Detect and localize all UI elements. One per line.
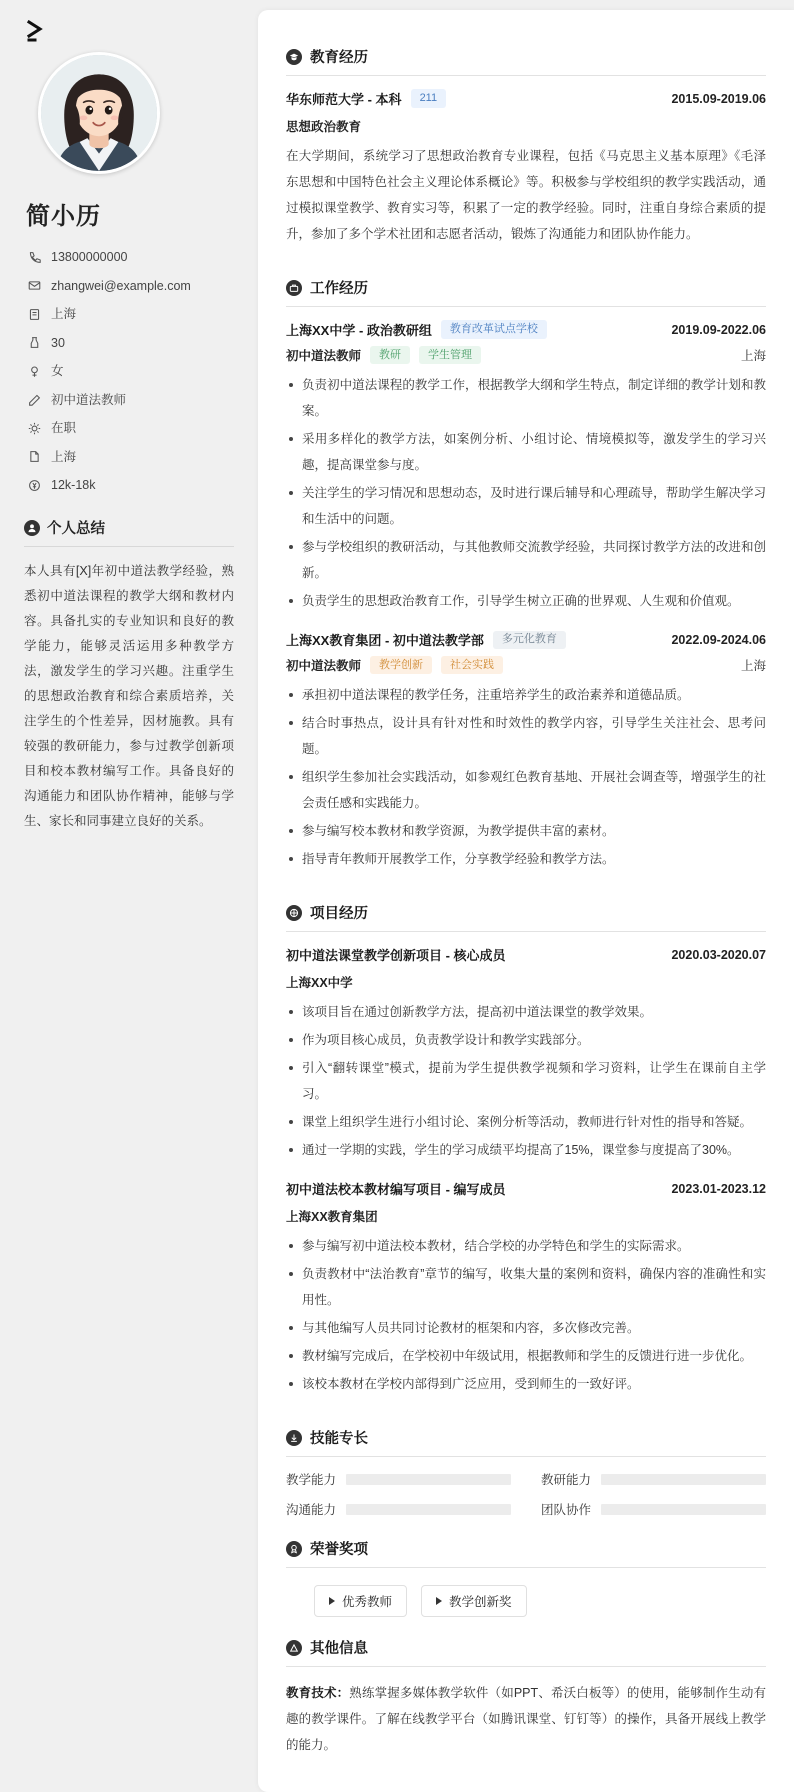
section-heading — [286, 1623, 766, 1666]
job-title: 初中道法教师 — [286, 659, 362, 674]
project-org: 上海XX中学 — [286, 976, 353, 991]
list-item: 负责教材中“法治教育”章节的编写，收集大量的案例和资料，确保内容的准确性和实用性。 — [286, 1261, 766, 1313]
list-item: 与其他编写人员共同讨论教材的框架和内容，多次修改完善。 — [286, 1315, 766, 1341]
avatar-illustration-icon — [41, 55, 157, 171]
job-tag: 教学创新 — [370, 656, 432, 674]
contact-age — [26, 335, 234, 351]
award-item — [421, 1585, 527, 1617]
mail-icon — [26, 278, 43, 294]
section-heading — [286, 1413, 766, 1456]
skill-bar — [601, 1504, 766, 1515]
list-item: 采用多样化的教学方法，如案例分析、小组讨论、情境模拟等，激发学生的学习兴趣，提高课堂参与度。 — [286, 426, 766, 478]
project-org: 上海XX教育集团 — [286, 1210, 378, 1225]
contact-salary — [26, 477, 234, 493]
section-skills — [286, 1413, 766, 1518]
other-info-label: 教育技术： — [286, 1686, 350, 1701]
list-item: 作为项目核心成员，负责教学设计和教学实践部分。 — [286, 1027, 766, 1053]
school-name: 华东师范大学 - 本科 — [286, 92, 402, 107]
contact-phone — [26, 249, 234, 265]
summary-text: 本人具有[X]年初中道法教学经验，熟悉初中道法课程的教学大纲和教材内容。具备扎实的专业知识和良好的教学能力，能够灵活运用多种教学方法，激发学生的学习兴趣。注重学生的思想政治教育和综合素质培养，关注学生的个性差异，因材施教。具有较强的教研能力，参与过教学创新项目和校本教材编写工作。具备良好的沟通能力和团队协作精神，能够与学生、家长和同事建立良好的关系。 — [24, 564, 234, 828]
phone-icon — [26, 249, 43, 265]
project-bullets — [286, 999, 766, 1163]
section-education — [286, 32, 766, 247]
contact-value: 30 — [51, 335, 65, 350]
education-date: 2015.09-2019.06 — [671, 91, 766, 106]
project-name: 初中道法校本教材编写项目 - 编写成员 — [286, 1182, 506, 1198]
list-item: 通过一学期的实践，学生的学习成绩平均提高了15%，课堂参与度提高了30%。 — [286, 1137, 766, 1163]
skill-label: 教研能力 — [541, 1473, 592, 1488]
skill-label: 教学能力 — [286, 1473, 337, 1488]
resume-main — [258, 10, 794, 1792]
section-title: 技能专长 — [310, 1431, 368, 1448]
section-other — [286, 1623, 766, 1758]
list-item: 组织学生参加社会实践活动，如参观红色教育基地、开展社会调查等，增强学生的社会责任感和实践能力。 — [286, 764, 766, 816]
list-item: 课堂上组织学生进行小组讨论、案例分析等活动，教师进行针对性的指导和答疑。 — [286, 1109, 766, 1135]
skill-row — [286, 1470, 511, 1488]
list-item: 该项目旨在通过创新教学方法，提高初中道法课堂的教学效果。 — [286, 999, 766, 1025]
award-item — [314, 1585, 407, 1617]
project-date: 2023.01-2023.12 — [671, 1181, 766, 1196]
divider — [286, 1567, 766, 1568]
section-heading — [286, 888, 766, 931]
resume-sidebar — [0, 10, 258, 1792]
section-projects — [286, 888, 766, 1397]
section-title: 工作经历 — [310, 281, 368, 297]
list-item: 引入“翻转课堂”模式，提前为学生提供教学视频和学习资料，让学生在课前自主学习。 — [286, 1055, 766, 1107]
award-label: 教学创新奖 — [449, 1595, 512, 1610]
list-item: 负责学生的思想政治教育工作，引导学生树立正确的世界观、人生观和价值观。 — [286, 588, 766, 614]
list-item: 参与学校组织的教研活动，与其他教师交流教学经验，共同探讨教学方法的改进和创新。 — [286, 534, 766, 586]
contact-location — [26, 306, 234, 322]
work-date: 2019.09-2022.06 — [671, 322, 766, 337]
section-title: 教育经历 — [310, 50, 368, 66]
list-item: 负责初中道法课程的教学工作，根据教学大纲和学生特点，制定详细的教学计划和教案。 — [286, 372, 766, 424]
section-heading — [286, 32, 766, 75]
company-tag: 多元化教育 — [493, 631, 566, 649]
skill-label: 沟通能力 — [286, 1503, 337, 1518]
contact-value: 女 — [51, 364, 64, 378]
summary-heading — [24, 517, 234, 546]
skill-row — [541, 1500, 766, 1518]
project-icon — [286, 905, 302, 921]
work-location: 上海 — [740, 349, 766, 364]
age-icon — [26, 335, 43, 351]
contact-list — [26, 249, 234, 493]
list-item: 指导青年教师开展教学工作，分享教学经验和教学方法。 — [286, 846, 766, 872]
skill-bar — [346, 1504, 511, 1515]
contact-job — [26, 392, 234, 408]
divider — [24, 546, 234, 547]
section-awards — [286, 1524, 766, 1619]
avatar — [38, 52, 160, 174]
contact-city — [26, 449, 234, 465]
other-info-icon — [286, 1640, 302, 1656]
list-item: 关注学生的学习情况和思想动态，及时进行课后辅导和心理疏导，帮助学生解决学习和生活中的问题。 — [286, 480, 766, 532]
work-bullets — [286, 372, 766, 614]
work-entry — [286, 320, 766, 614]
school-tag: 211 — [411, 89, 447, 107]
summary-section — [24, 517, 234, 834]
project-entry — [286, 945, 766, 1163]
job-tag: 社会实践 — [441, 656, 503, 674]
section-heading — [286, 263, 766, 306]
awards-list — [286, 1581, 766, 1619]
list-item: 承担初中道法课程的教学任务，注重培养学生的政治素养和道德品质。 — [286, 682, 766, 708]
project-date: 2020.03-2020.07 — [671, 947, 766, 962]
divider — [286, 1456, 766, 1457]
major-name: 思想政治教育 — [286, 120, 362, 134]
gender-icon — [26, 363, 43, 379]
job-tag: 教研 — [370, 346, 410, 364]
work-date: 2022.09-2024.06 — [671, 632, 766, 647]
contact-value: 上海 — [51, 307, 77, 321]
play-triangle-icon — [436, 1597, 442, 1605]
work-bullets — [286, 682, 766, 872]
education-description: 在大学期间，系统学习了思想政治教育专业课程，包括《马克思主义基本原理》《毛泽东思想和中国特色社会主义理论体系概论》等。积极参与学校组织的教学实践活动，通过模拟课堂教学、教育实习等，积累了一定的教学经验。同时，注重自身综合素质的提升，参加了多个学术社团和志愿者活动，锻炼了沟通能力和团队协作能力。 — [286, 149, 766, 241]
other-info-line — [286, 1680, 766, 1758]
contact-value: 在职 — [51, 421, 77, 435]
skill-row — [286, 1500, 511, 1518]
other-info-text: 熟练掌握多媒体教学软件（如PPT、希沃白板等）的使用，能够制作生动有趣的教学课件。了解在线教学平台（如腾讯课堂、钉钉等）的操作，具备开展线上教学的能力。 — [286, 1686, 766, 1753]
list-item: 教材编写完成后，在学校初中年级试用，根据教师和学生的反馈进行进一步优化。 — [286, 1343, 766, 1369]
skill-label: 团队协作 — [541, 1503, 592, 1518]
person-icon — [24, 520, 40, 536]
divider — [286, 306, 766, 307]
project-bullets — [286, 1233, 766, 1397]
city-icon — [26, 449, 43, 465]
contact-value: 上海 — [51, 449, 77, 464]
contact-value: zhangwei@example.com — [51, 278, 191, 293]
list-item: 该校本教材在学校内部得到广泛应用，受到师生的一致好评。 — [286, 1371, 766, 1397]
arrow-logo-icon — [26, 20, 50, 46]
contact-email — [26, 278, 234, 294]
section-work — [286, 263, 766, 872]
work-location: 上海 — [740, 659, 766, 674]
skill-row — [541, 1470, 766, 1488]
contact-value: 12k-18k — [51, 478, 96, 492]
graduation-cap-icon — [286, 49, 302, 65]
skill-bar — [601, 1474, 766, 1485]
divider — [286, 931, 766, 932]
location-icon — [26, 306, 43, 322]
page-title: 简小历 — [26, 203, 101, 230]
list-item: 参与编写初中道法校本教材，结合学校的办学特色和学生的实际需求。 — [286, 1233, 766, 1259]
company-tag: 教育改革试点学校 — [441, 320, 547, 338]
divider — [286, 1666, 766, 1667]
contact-gender — [26, 363, 234, 379]
contact-status — [26, 420, 234, 436]
salary-icon — [26, 477, 43, 493]
section-title: 荣誉奖项 — [310, 1542, 368, 1559]
award-label: 优秀教师 — [342, 1595, 393, 1610]
contact-value: 初中道法教师 — [51, 392, 127, 407]
briefcase-icon — [286, 280, 302, 296]
job-tag: 学生管理 — [419, 346, 481, 364]
summary-title: 个人总结 — [47, 521, 105, 537]
job-title: 初中道法教师 — [286, 349, 362, 364]
skill-icon — [286, 1430, 302, 1446]
project-entry — [286, 1179, 766, 1397]
contact-value: 13800000000 — [51, 250, 128, 264]
status-icon — [26, 420, 43, 436]
list-item: 结合时事热点，设计具有针对性和时效性的教学内容，引导学生关注社会、思考问题。 — [286, 710, 766, 762]
divider — [286, 75, 766, 76]
section-title: 项目经历 — [310, 906, 368, 923]
section-heading — [286, 1524, 766, 1567]
play-triangle-icon — [329, 1597, 335, 1605]
list-item: 参与编写校本教材和教学资源，为教学提供丰富的素材。 — [286, 818, 766, 844]
award-icon — [286, 1541, 302, 1557]
company-name: 上海XX中学 - 政治教研组 — [286, 323, 432, 338]
education-entry — [286, 89, 766, 247]
company-name: 上海XX教育集团 - 初中道法教学部 — [286, 633, 484, 649]
section-title: 其他信息 — [310, 1641, 368, 1658]
skills-grid — [286, 1470, 766, 1518]
job-icon — [26, 392, 43, 408]
project-name: 初中道法课堂教学创新项目 - 核心成员 — [286, 948, 506, 964]
work-entry — [286, 630, 766, 872]
skill-bar — [346, 1474, 511, 1485]
